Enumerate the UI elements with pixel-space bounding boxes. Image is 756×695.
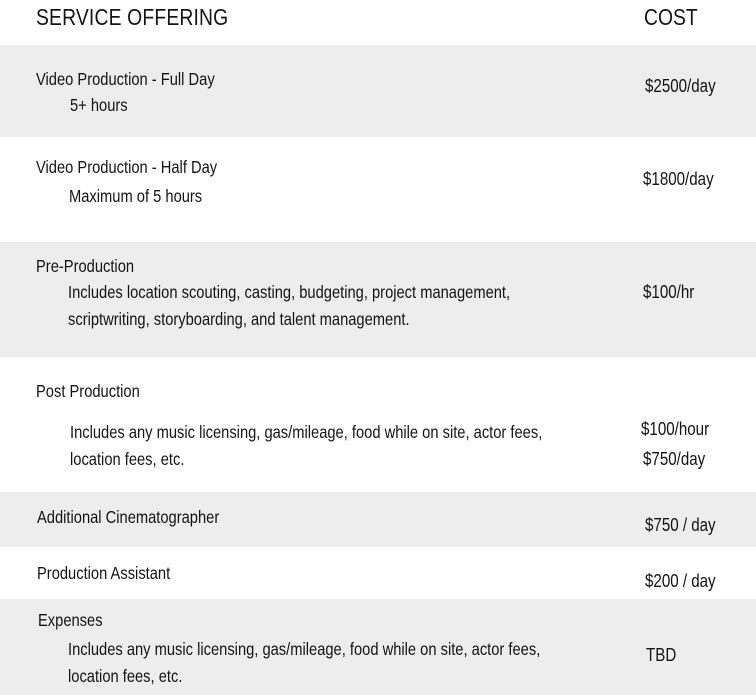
- service-price: $750 / day: [645, 515, 716, 535]
- service-row-post-production: [0, 357, 756, 492]
- service-title: Pre-Production: [36, 256, 135, 276]
- service-price: $1800/day: [643, 169, 714, 189]
- service-title: Additional Cinematographer: [37, 507, 220, 527]
- service-description-line: location fees, etc.: [68, 666, 183, 686]
- service-description-line: Includes any music licensing, gas/mileage, food while on site, actor fees,: [68, 639, 541, 659]
- service-description-line: Includes any music licensing, gas/mileage, food while on site, actor fees,: [70, 422, 543, 442]
- table-header: [0, 0, 756, 45]
- service-price: $2500/day: [645, 76, 716, 96]
- service-price: $100/hr: [643, 282, 695, 302]
- service-price: $100/hour: [641, 419, 710, 439]
- cost-heading: COST: [644, 4, 698, 30]
- service-title: Production Assistant: [37, 563, 171, 583]
- service-price: $750/day: [643, 449, 706, 469]
- service-description-line: location fees, etc.: [70, 449, 185, 469]
- service-row-half-day: [0, 137, 756, 242]
- service-description-line: Maximum of 5 hours: [69, 186, 203, 206]
- service-row-full-day: [0, 45, 756, 137]
- service-description-line: Includes location scouting, casting, budgeting, project management,: [68, 282, 511, 302]
- service-description-line: 5+ hours: [70, 95, 128, 115]
- service-row-expenses: [0, 599, 756, 695]
- service-title: Video Production - Full Day: [36, 69, 215, 89]
- service-description-line: scriptwriting, storyboarding, and talent management.: [68, 309, 410, 329]
- service-row-cinematographer: [0, 492, 756, 547]
- service-title: Post Production: [36, 381, 140, 401]
- service-price: $200 / day: [645, 571, 716, 591]
- service-price: TBD: [646, 645, 677, 665]
- service-row-pre-production: [0, 242, 756, 357]
- service-offering-heading: SERVICE OFFERING: [36, 4, 229, 30]
- service-row-production-assistant: [0, 547, 756, 599]
- service-title: Video Production - Half Day: [36, 157, 218, 177]
- service-title: Expenses: [38, 610, 103, 630]
